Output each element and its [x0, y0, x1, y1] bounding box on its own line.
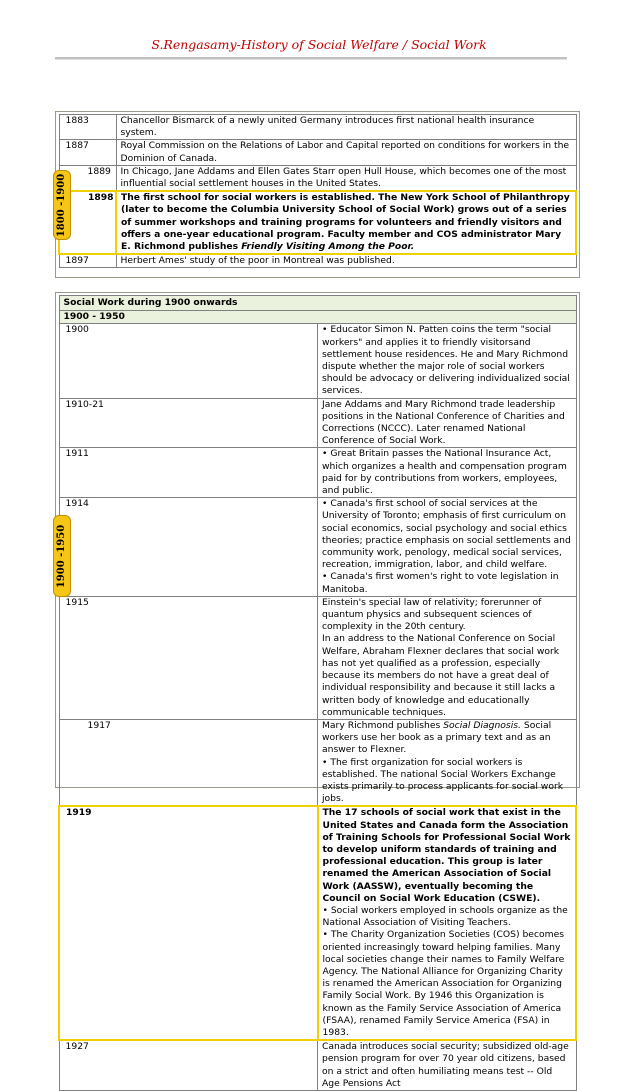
event-cell: In Chicago, Jane Addams and Ellen Gates Starr open Hull House, which becomes one of the most influential social settlement houses in the United States.: [116, 165, 576, 191]
bullet-text: • Canada's first school of social services at the University of Toronto; emphasis of first curriculum on social economics, social psychology and social ethics theories; practice emphasis on social settlements and community work, penology, medical social services, recreation, immigration, labor, and child welfare.: [322, 498, 572, 571]
year-cell: 1897: [59, 254, 116, 268]
event-cell: [318, 806, 577, 1040]
year-cell: 1911: [59, 448, 318, 498]
timeline-table-1900-1950: [55, 292, 580, 1089]
year-cell: 1927: [59, 1040, 318, 1090]
book-title: Social Diagnosis.: [443, 719, 521, 731]
event-cell: [318, 324, 577, 398]
event-cell: Jane Addams and Mary Richmond trade leadership positions in the National Conference of Charities and Corrections (NCCC). Later renamed National Conference of Social Work.: [318, 398, 577, 448]
event-text: In an address to the National Conference on Social Welfare, Abraham Flexner declares that social work has not yet qualified as a profession, especially because its members do not have a great deal of individual responsibility and because it still lacks a written body of knowledge and educationally communicable techniques.: [322, 633, 560, 718]
period-label-text: 1800 -1900: [56, 173, 68, 237]
year-cell: 1910-21: [59, 398, 318, 448]
table-row: [59, 165, 576, 191]
table-row-highlighted: [59, 806, 576, 1040]
bullet-text: • Social workers employed in schools organize as the National Association of Visiting Teachers.: [323, 905, 572, 929]
table-row: [59, 398, 576, 448]
event-cell: Herbert Ames' study of the poor in Montreal was published.: [116, 254, 576, 268]
year-cell: 1898: [59, 191, 116, 254]
event-cell: [116, 191, 576, 254]
table-row: [59, 448, 576, 498]
event-text-bold: The 17 schools of social work that exist in the United States and Canada form the Association of Training Schools for Professional Social Work to develop uniform standards of training and professional education. This group is later renamed the American Association of Social Work (AASSW), eventually becoming the Council on Social Work Education (CSWE).: [322, 807, 571, 904]
event-text: [322, 720, 572, 757]
event-cell: Canada introduces social security; subsidized old-age pension program for over 70 year old citizens, based on a strict and often humiliating means test -- Old Age Pensions Act: [318, 1040, 577, 1090]
year-cell: 1889: [59, 165, 116, 191]
table-subheading: 1900 - 1950: [59, 311, 576, 324]
event-text-bold: The first school for social workers is established. The New York School of Philanthropy (later to become the Columbia University School of Social Work) grows out of a series of summer workshops and training programs for volunteers and friendly visitors and offers a one-year educational program. Faculty member and COS administrator Mary E. Richmond publishes: [121, 192, 570, 253]
event-cell: Royal Commission on the Relations of Labor and Capital reported on conditions for workers in the Dominion of Canada.: [116, 140, 576, 165]
year-cell: 1914: [59, 498, 318, 597]
bullet-text: • Great Britain passes the National Insurance Act, which organizes a health and compensation program paid for by contributions from workers, employees, and public.: [322, 448, 567, 496]
timeline-table-1800-1900: [55, 111, 580, 278]
header-divider: [55, 57, 567, 60]
table-row: [59, 115, 576, 140]
year-cell: 1900: [59, 324, 318, 398]
table-row: [59, 254, 576, 268]
event-cell: [318, 448, 577, 498]
event-cell: [318, 596, 577, 719]
event-text-part: Social workers use her book as a primary text and as an answer to Flexner.: [322, 719, 552, 756]
table-heading-row: [59, 296, 576, 311]
table-subheading-row: [59, 311, 576, 324]
year-cell: 1919: [59, 806, 318, 1040]
bullet-text: • The first organization for social workers is established. The national Social Workers Exchange exists primarily to process applicants for social work jobs.: [322, 757, 572, 806]
table-row: [59, 719, 576, 806]
year-cell: 1887: [59, 140, 116, 165]
year-cell: 1915: [59, 596, 318, 719]
table-row: [59, 1040, 576, 1090]
bullet-text: • The Charity Organization Societies (COS) becomes oriented increasingly toward helping families. Many local societies change their names to Family Welfare Agency. The National Alliance for Organizing Charity is renamed the American Association for Organizing Family Social Work. By 1946 this Organization is known as the Family Service Association of America (FSAA), renamed Family Service America (FSA) in 1983.: [323, 929, 572, 1039]
year-cell: 1917: [59, 719, 318, 806]
table-row: [59, 140, 576, 165]
table-row: [59, 596, 576, 719]
event-cell: [318, 719, 577, 806]
event-text: Einstein's special law of relativity; forerunner of quantum physics and subsequent sciences of complexity in the 20th century.: [322, 596, 542, 633]
period-label-1800-1900: [53, 170, 71, 240]
event-cell: Chancellor Bismarck of a newly united Germany introduces first national health insurance system.: [116, 115, 576, 140]
bullet-text: • Canada's first women's right to vote legislation in Manitoba.: [322, 571, 572, 595]
table-heading: Social Work during 1900 onwards: [59, 296, 576, 311]
table-row: [59, 324, 576, 398]
page-header-title: S.Rengasamy-History of Social Welfare / Social Work: [151, 37, 487, 52]
table-row-highlighted: [59, 191, 576, 254]
year-cell: 1883: [59, 115, 116, 140]
bullet-text: • Educator Simon N. Patten coins the term "social workers" and applies it to friendly visitorsand settlement house residences. He and Mary Richmond dispute whether the major role of social workers should be advocacy or delivering individualized social services.: [322, 324, 570, 396]
book-title: Friendly Visiting Among the Poor.: [241, 241, 415, 253]
event-text-part: Mary Richmond publishes: [322, 719, 444, 731]
period-label-1900-1950: [53, 515, 71, 597]
period-label-text: 1900 -1950: [56, 524, 68, 588]
table-row: [59, 498, 576, 597]
event-cell: [318, 498, 577, 597]
